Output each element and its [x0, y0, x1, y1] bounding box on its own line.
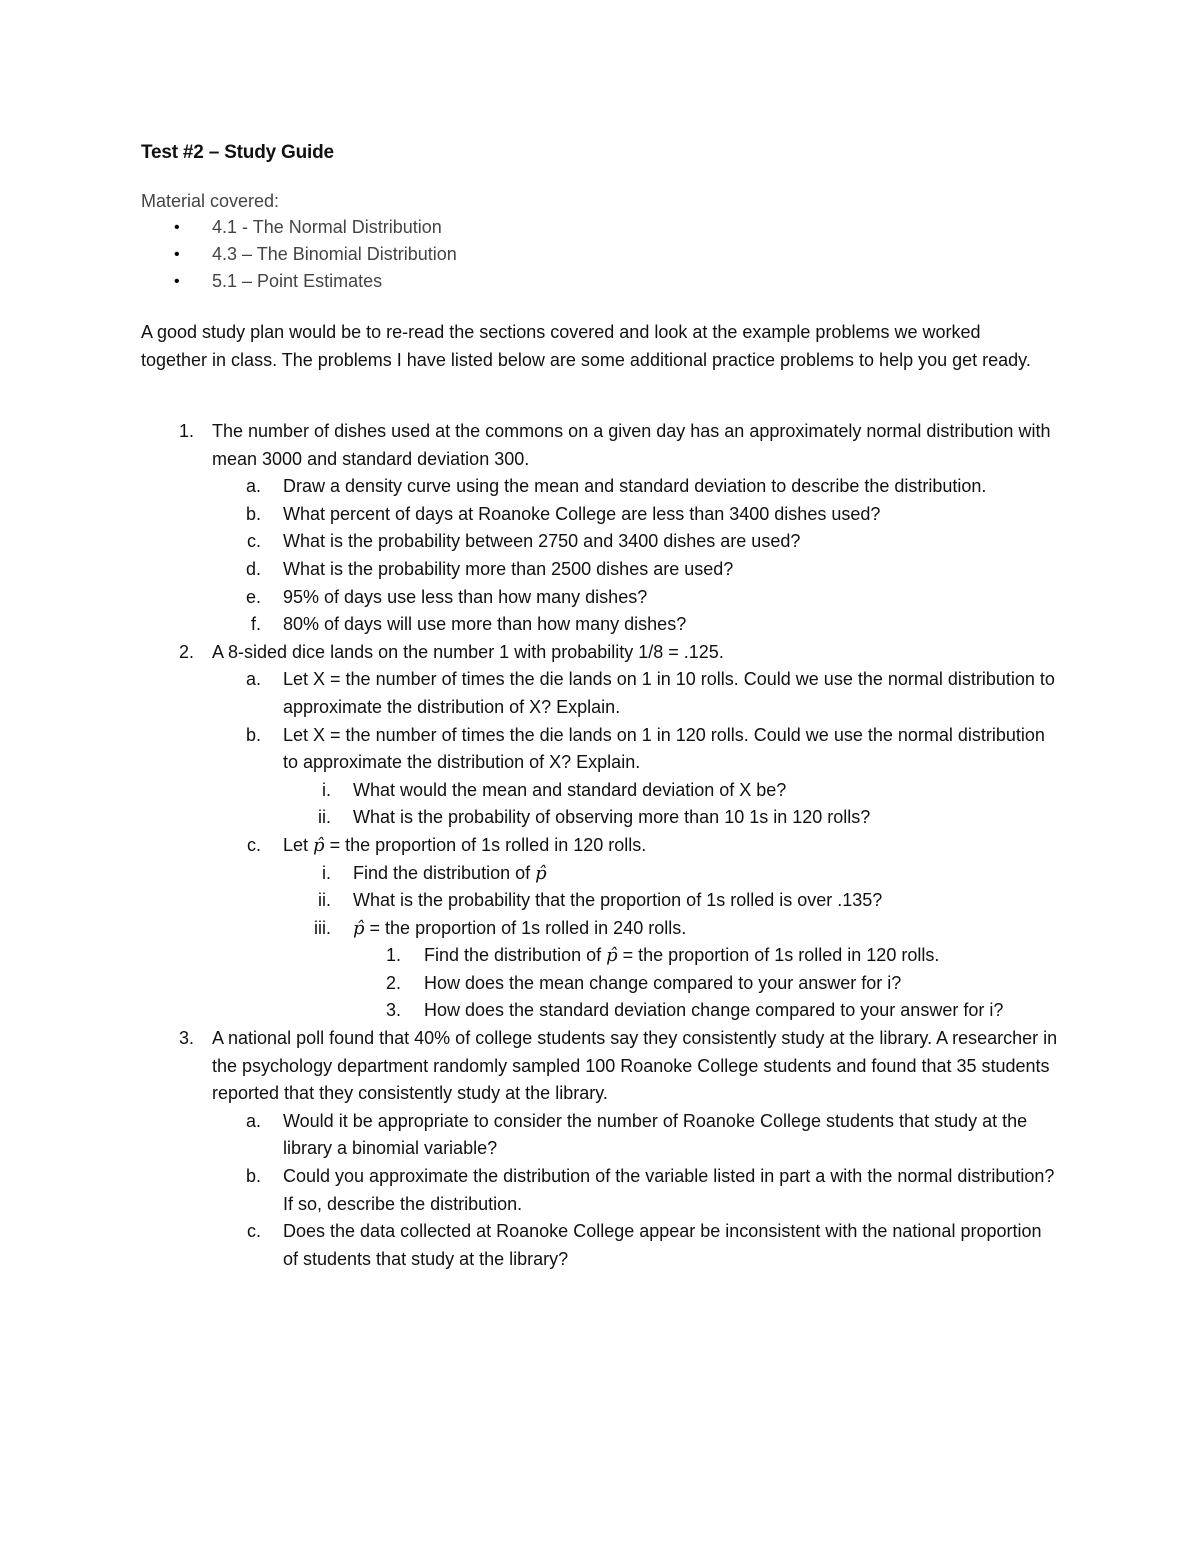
- material-list: [141, 214, 841, 295]
- p-hat-symbol: p̂: [353, 917, 365, 939]
- question-1e: e. 95% of days use less than how many dishes?: [245, 586, 648, 607]
- question-3: 3. A national poll found that 40% of college students say they consistently study at the library. A researcher in the psychology department randomly sampled 100 Roanoke College students and found that 35 students reported that they consistently study at the library.: [178, 1028, 1058, 1104]
- question-3c: c. Does the data collected at Roanoke College appear be inconsistent with the national proportion of students that study at the library?: [246, 1221, 1042, 1269]
- p-hat-symbol: p̂: [535, 862, 547, 884]
- question-2c-i: i. Find the distribution of p̂: [322, 862, 547, 884]
- list-item: • 4.1 - The Normal Distribution: [141, 214, 841, 241]
- question-2: 2. A 8-sided dice lands on the number 1 with probability 1/8 = .125.: [178, 641, 724, 662]
- question-2c-iii-1: 1. Find the distribution of p̂ = the proportion of 1s rolled in 120 rolls.: [385, 945, 940, 967]
- question-1a: a. Draw a density curve using the mean and standard deviation to describe the distribution.: [245, 476, 987, 497]
- question-1b: b. What percent of days at Roanoke College are less than 3400 dishes used?: [245, 503, 881, 524]
- bullet-icon: •: [174, 246, 180, 263]
- question-1d: d. What is the probability more than 2500 dishes are used?: [245, 558, 734, 579]
- p-hat-symbol: p̂: [606, 945, 618, 967]
- material-label: Material covered:: [141, 191, 280, 211]
- question-1c: c. What is the probability between 2750 and 3400 dishes are used?: [246, 531, 801, 552]
- material-covered-section: [141, 188, 841, 295]
- question-3a: a. Would it be appropriate to consider the number of Roanoke College students that study at the library a binomial variable?: [245, 1110, 1028, 1159]
- question-2c: c. Let p̂ = the proportion of 1s rolled in 120 rolls.: [246, 834, 647, 856]
- question-2b-ii: ii. What is the probability of observing more than 10 1s in 120 rolls?: [318, 807, 871, 828]
- question-2c-iii: iii. p̂ = the proportion of 1s rolled in 240 rolls.: [314, 917, 687, 939]
- list-item: • 5.1 – Point Estimates: [141, 268, 841, 295]
- intro-paragraph: A good study plan would be to re-read the sections covered and look at the example problems we worked together in class. The problems I have listed below are some additional practice problems to help you get ready.: [141, 322, 1031, 370]
- bullet-icon: •: [174, 219, 180, 236]
- question-2b: b. Let X = the number of times the die lands on 1 in 120 rolls. Could we use the normal distribution to approximate the distribution of X? Explain.: [245, 724, 1045, 773]
- question-3b: b. Could you approximate the distribution of the variable listed in part a with the normal distribution? If so, describe the distribution.: [245, 1166, 1055, 1214]
- question-2b-i: i. What would the mean and standard deviation of X be?: [322, 779, 787, 800]
- bullet-icon: •: [174, 273, 180, 290]
- question-2c-iii-3: 3. How does the standard deviation change compared to your answer for i?: [385, 1000, 1004, 1021]
- question-2c-iii-2: 2. How does the mean change compared to your answer for i?: [385, 972, 902, 993]
- list-item: • 4.3 – The Binomial Distribution: [141, 241, 841, 268]
- question-1f: f. 80% of days will use more than how many dishes?: [250, 614, 687, 635]
- question-2a: a. Let X = the number of times the die lands on 1 in 10 rolls. Could we use the normal distribution to approximate the distribution of X? Explain.: [245, 669, 1055, 717]
- page-title: Test #2 – Study Guide: [141, 142, 334, 163]
- question-2c-ii: ii. What is the probability that the proportion of 1s rolled is over .135?: [318, 890, 883, 911]
- question-1: 1. The number of dishes used at the commons on a given day has an approximately normal distribution with mean 3000 and standard deviation 300.: [178, 421, 1051, 469]
- p-hat-symbol: p̂: [313, 834, 325, 856]
- question-list: [141, 418, 1061, 1273]
